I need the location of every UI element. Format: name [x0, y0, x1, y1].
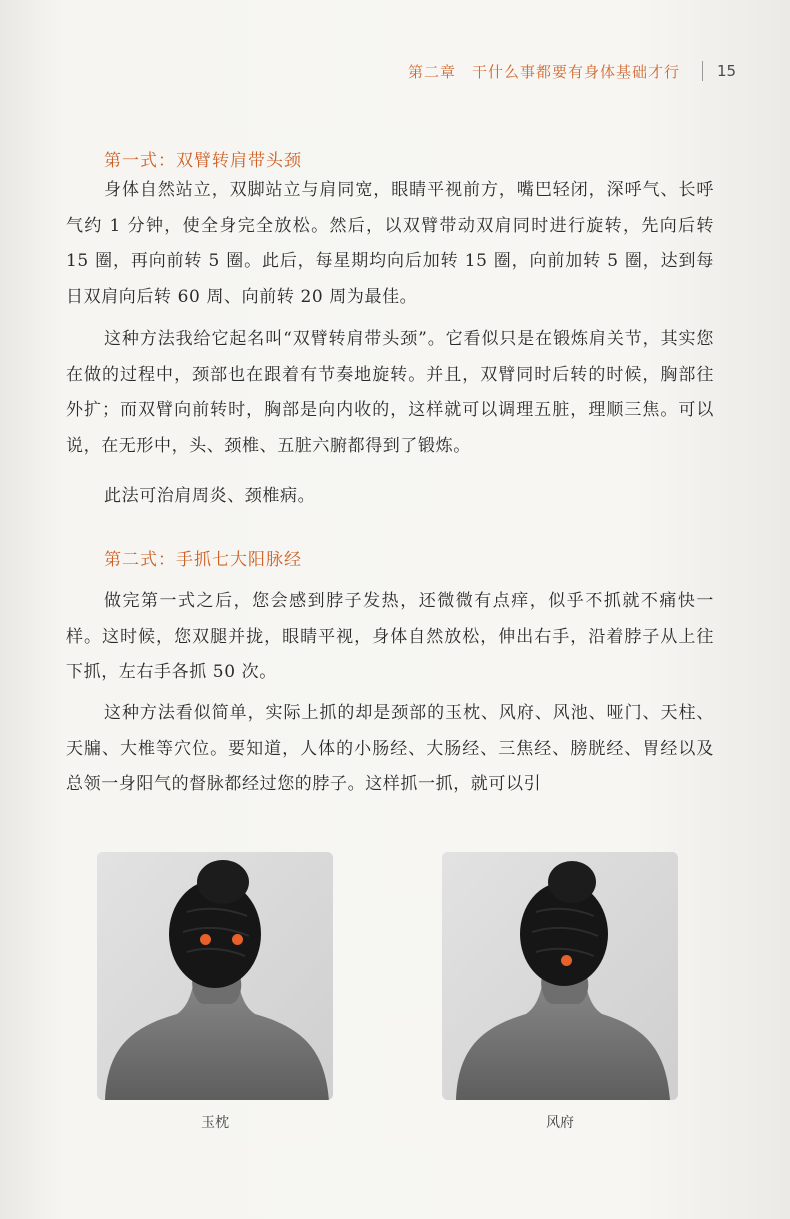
paragraph: 此法可治肩周炎、颈椎病。 [104, 486, 316, 506]
acupoint-marker [232, 934, 243, 945]
running-header [408, 56, 754, 86]
paragraph: 这种方法我给它起名叫“双臂转肩带头颈”。它看似只是在锻炼肩关节，其实您在做的过程中，颈部也在跟着有节奏地旋转。并且，双臂同时后转的时候，胸部往外扩；而双臂向前转时，胸部是向内收的，这样就可以调理五脏，理顺三焦。可以说，在无形中，头、颈椎、五脏六腑都得到了锻炼。 [66, 329, 714, 456]
figure-photo-yuzhen [97, 852, 333, 1100]
paragraph: 做完第一式之后，您会感到脖子发热，还微微有点痒，似乎不抓就不痛快一样。这时候，您双腿并拢，眼睛平视，身体自然放松，伸出右手，沿着脖子从上往下抓，左右手各抓 50 次。 [66, 591, 714, 682]
section-heading-2: 第二式：手抓七大阳脉经 [104, 550, 302, 570]
figure-photo-fengfu [442, 852, 678, 1100]
acupoint-marker [200, 934, 211, 945]
paragraph: 身体自然站立，双脚站立与肩同宽，眼睛平视前方，嘴巴轻闭，深呼气、长呼气约 1 分钟，使全身完全放松。然后，以双臂带动双肩同时进行旋转，先向后转 15 圈，再向前转 5 圈。此后，每星期均向后加转 15 圈，向前加转 5 圈，达到每日双肩向后转 60 周、向前转 20 周为最佳。 [66, 180, 714, 307]
page-number: 15 [717, 62, 737, 80]
figure-caption: 风府 [546, 1115, 574, 1131]
acupoint-marker [561, 955, 572, 966]
section-heading-1: 第一式：双臂转肩带头颈 [104, 151, 302, 171]
figure-caption: 玉枕 [201, 1115, 229, 1131]
paragraph: 这种方法看似简单，实际上抓的却是颈部的玉枕、风府、风池、哑门、天柱、天牖、大椎等穴位。要知道，人体的小肠经、大肠经、三焦经、膀胱经、胃经以及总领一身阳气的督脉都经过您的脖子。这样抓一抓，就可以引 [66, 703, 714, 794]
header-divider [702, 61, 703, 81]
chapter-title: 第二章 干什么事都要有身体基础才行 [408, 62, 681, 81]
